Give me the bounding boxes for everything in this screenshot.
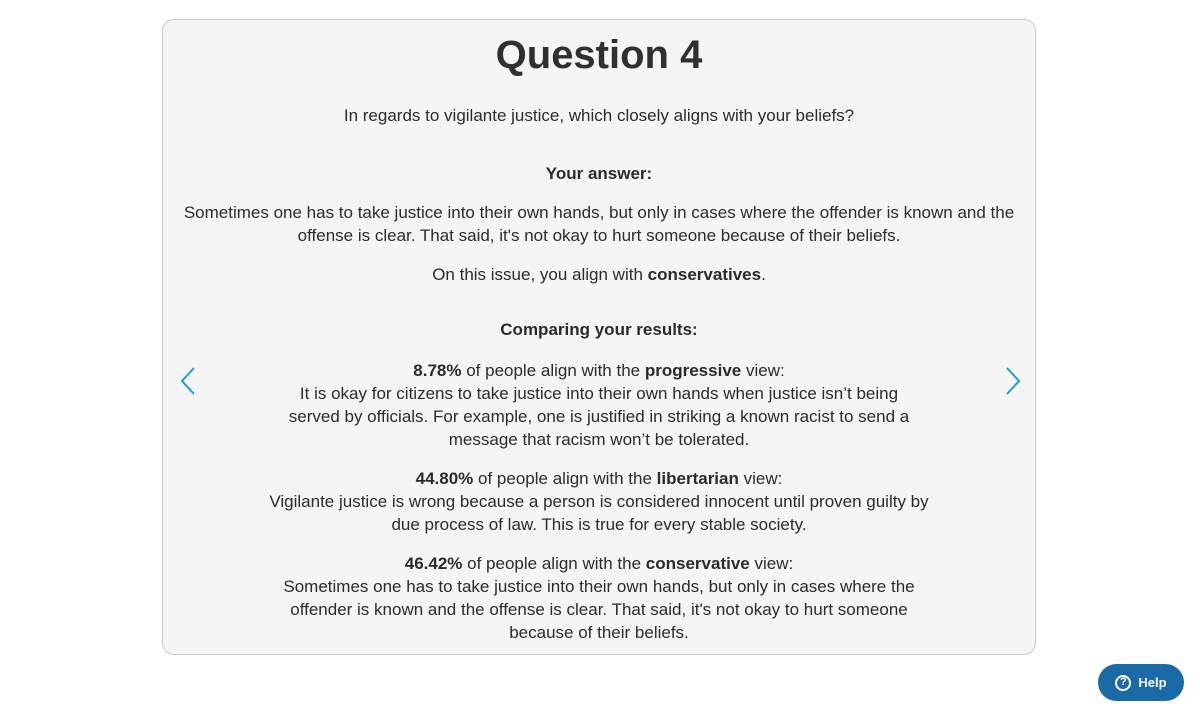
result-percent: 44.80%	[415, 469, 474, 488]
result-group: progressive	[644, 361, 742, 380]
result-view-text: It is okay for citizens to take justice into their own hands when justice isn’t being served by officials. For example, one is justified in striking a known racist to send a message that racism won’t be tolerated.	[288, 384, 910, 449]
result-conservative	[269, 552, 929, 644]
chevron-left-icon	[178, 366, 200, 396]
result-middle: of people align with the	[473, 469, 657, 488]
alignment-group: conservatives	[647, 265, 762, 284]
result-progressive	[279, 359, 919, 451]
result-middle: of people align with the	[462, 554, 646, 573]
your-answer-text: Sometimes one has to take justice into their own hands, but only in cases where the offender is known and the offense is clear. That said, it's not okay to hurt someone because of their beliefs.	[183, 203, 1015, 245]
results-content	[163, 20, 1035, 644]
result-view-text: Vigilante justice is wrong because a person is considered innocent until proven guilty by due process of law. This is true for every stable society.	[269, 492, 929, 534]
results-card	[162, 19, 1036, 655]
alignment-statement	[163, 263, 1035, 287]
result-percent: 46.42%	[404, 554, 463, 573]
result-group: libertarian	[656, 469, 739, 488]
result-suffix: view:	[741, 361, 785, 380]
result-summary	[279, 359, 919, 382]
alignment-suffix: .	[761, 265, 766, 284]
result-libertarian	[269, 467, 929, 536]
result-group: conservative	[645, 554, 750, 573]
result-percent: 8.78%	[413, 361, 462, 380]
result-suffix: view:	[738, 469, 783, 488]
result-view-text: Sometimes one has to take justice into their own hands, but only in cases where the offender is known and the offense is clear. That said, it's not okay to hurt someone because of their beliefs.	[283, 577, 915, 642]
result-middle: of people align with the	[461, 361, 645, 380]
question-circle-icon: ?	[1115, 675, 1131, 691]
comparing-heading: Comparing your results:	[500, 320, 698, 339]
next-question-button[interactable]	[1001, 366, 1023, 396]
your-answer-heading: Your answer:	[545, 164, 653, 183]
question-title: Question 4	[495, 33, 703, 77]
chevron-right-icon	[1001, 366, 1023, 396]
help-button[interactable]	[1098, 664, 1184, 701]
alignment-prefix: On this issue, you align with	[432, 265, 648, 284]
previous-question-button[interactable]	[178, 366, 200, 396]
result-summary	[269, 467, 929, 490]
question-text: In regards to vigilante justice, which closely aligns with your beliefs?	[343, 106, 855, 125]
help-label: Help	[1138, 675, 1167, 690]
result-summary	[269, 552, 929, 575]
result-suffix: view:	[749, 554, 794, 573]
